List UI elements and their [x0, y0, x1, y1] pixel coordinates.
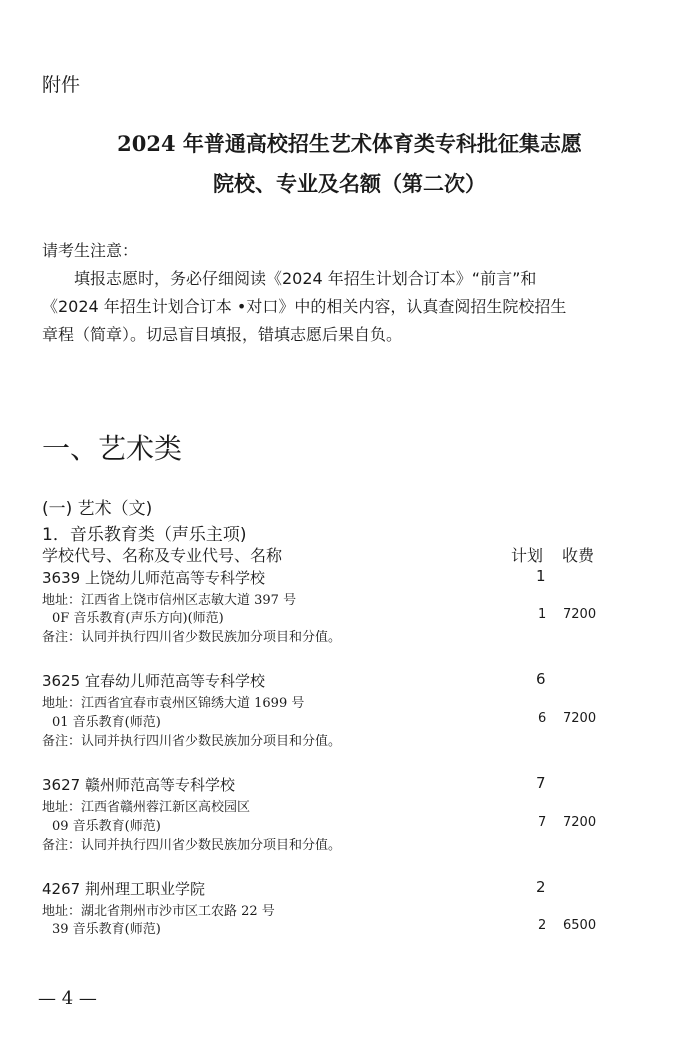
school-address: 地址：江西省上饶市信州区志敏大道 397 号 [42, 593, 297, 608]
major-fee: 7200 [563, 815, 597, 830]
school-name: 3627 赣州师范高等专科学校 [42, 776, 235, 794]
school-note: 备注：认同并执行四川省少数民族加分项目和分值。 [42, 734, 342, 749]
major-plan: 1 [538, 607, 547, 622]
school-plan: 2 [536, 878, 546, 896]
major-fee: 6500 [563, 918, 597, 933]
major-plan: 7 [538, 815, 547, 830]
table-header-plan: 计划 [511, 546, 544, 565]
notice-line: 章程（简章）。切忌盲目填报，错填志愿后果自负。 [42, 325, 403, 344]
major-name: 0F 音乐教育(声乐方向)(师范) [52, 611, 224, 626]
major-plan: 6 [538, 711, 547, 726]
section-title: 一、艺术类 [42, 432, 183, 465]
school-plan: 1 [536, 567, 546, 585]
notice-line: 填报志愿时，务必仔细阅读《2024 年招生计划合订本》“前言”和 [74, 269, 537, 288]
school-address: 地址：湖北省荆州市沙市区工农路 22 号 [42, 904, 275, 919]
school-name: 4267 荆州理工职业学院 [42, 880, 205, 898]
school-address: 地址：江西省宜春市袁州区锦绣大道 1699 号 [42, 696, 305, 711]
page-number: — 4 — [38, 988, 97, 1009]
notice-line: 《2024 年招生计划合订本 •对口》中的相关内容，认真查阅招生院校招生 [42, 297, 567, 316]
school-note: 备注：认同并执行四川省少数民族加分项目和分值。 [42, 838, 342, 853]
major-plan: 2 [538, 918, 547, 933]
school-note: 备注：认同并执行四川省少数民族加分项目和分值。 [42, 630, 342, 645]
major-name: 01 音乐教育(师范) [52, 715, 161, 730]
major-name: 39 音乐教育(师范) [52, 922, 161, 937]
school-name: 3625 宜春幼儿师范高等专科学校 [42, 672, 265, 690]
table-header-school: 学校代号、名称及专业代号、名称 [42, 546, 283, 565]
school-plan: 6 [536, 670, 546, 688]
document-title-line2: 院校、专业及名额（第二次） [213, 171, 486, 196]
attachment-label: 附件 [42, 74, 81, 96]
major-name: 09 音乐教育(师范) [52, 819, 161, 834]
major-fee: 7200 [563, 607, 597, 622]
category-title: 1．音乐教育类（声乐主项) [42, 525, 247, 545]
school-plan: 7 [536, 774, 546, 792]
school-address: 地址：江西省赣州蓉江新区高校园区 [42, 800, 251, 815]
major-fee: 7200 [563, 711, 597, 726]
notice-heading: 请考生注意： [42, 241, 139, 260]
subsection-title: (一) 艺术（文) [42, 499, 153, 519]
school-name: 3639 上饶幼儿师范高等专科学校 [42, 569, 265, 587]
table-header-fee: 收费 [562, 546, 595, 565]
document-title-line1: 2024 年普通高校招生艺术体育类专科批征集志愿 [117, 131, 582, 156]
